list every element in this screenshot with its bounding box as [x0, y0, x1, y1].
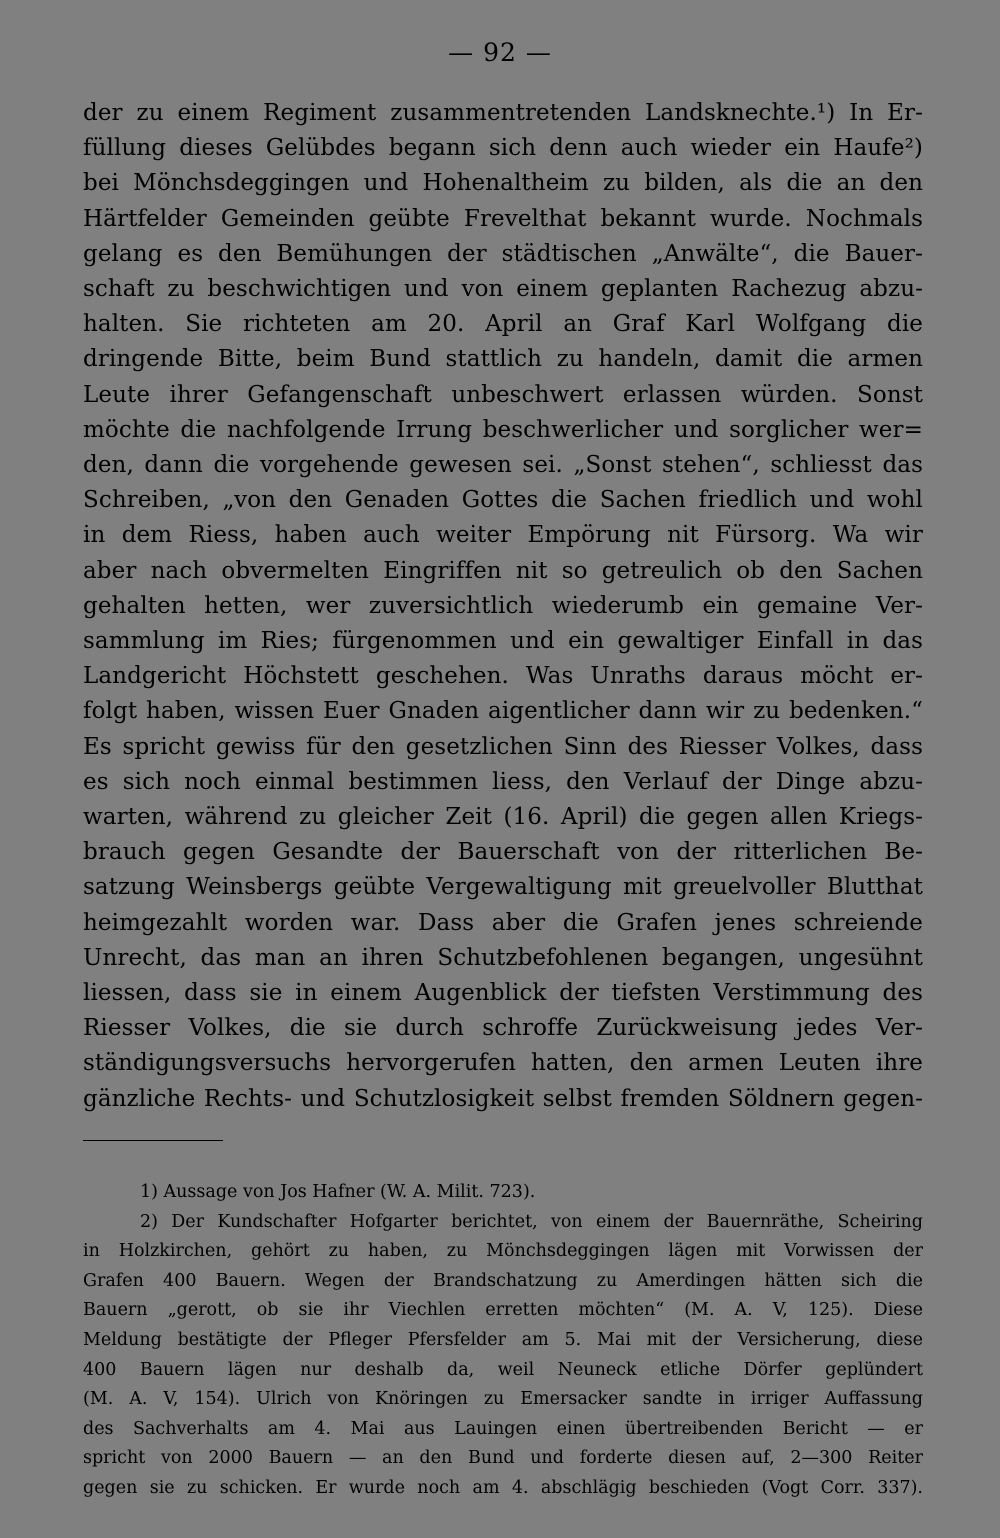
body-line: Härtfelder Gemeinden geübte Frevelthat bekannt wurde. Nochmals [83, 205, 923, 232]
footnote-separator [83, 1140, 223, 1141]
body-line: brauch gegen Gesandte der Bauerschaft von der ritterlichen Be- [83, 839, 923, 866]
body-line: der zu einem Regiment zusammentretenden Landsknechte.¹) In Er- [83, 100, 923, 126]
body-line: den, dann die vorgehende gewesen sei. „Sonst stehen“, schliesst das [83, 452, 923, 479]
body-line: bei Mönchsdeggingen und Hohenaltheim zu bilden, als die an den [83, 170, 923, 197]
body-line: es sich noch einmal bestimmen liess, den Verlauf der Dinge abzu- [83, 768, 923, 795]
footnote-line: Bauern „gerott, ob sie ihr Viechlen erretten möchten“ (M. A. V, 125). Diese [83, 1300, 923, 1321]
body-line: sammlung im Ries; fürgenommen und ein gewaltiger Einfall in das [83, 628, 923, 655]
body-line: möchte die nachfolgende Irrung beschwerlicher und sorglicher wer= [83, 416, 923, 443]
footnotes [83, 1178, 923, 1504]
footnote-line: (M. A. V, 154). Ulrich von Knöringen zu Emersacker sandte in irriger Auffassung [83, 1389, 923, 1410]
body-line: satzung Weinsbergs geübte Vergewaltigung mit greuelvoller Blutthat [83, 874, 923, 901]
body-line: halten. Sie richteten am 20. April an Graf Karl Wolfgang die [83, 311, 923, 338]
body-line: ständigungsversuchs hervorgerufen hatten, den armen Leuten ihre [83, 1050, 923, 1077]
body-line: heimgezahlt worden war. Dass aber die Grafen jenes schreiende [83, 909, 923, 936]
body-text [83, 96, 923, 1117]
body-line: gelang es den Bemühungen der städtischen „Anwälte“, die Bauer- [83, 240, 923, 267]
body-line: folgt haben, wissen Euer Gnaden aigentlicher dann wir zu bedenken.“ [83, 698, 923, 725]
body-line: Es spricht gewiss für den gesetzlichen Sinn des Riesser Volkes, dass [83, 733, 923, 760]
body-line: schaft zu beschwichtigen und von einem geplanten Rachezug abzu- [83, 276, 923, 303]
body-line: gehalten hetten, wer zuversichtlich wiederumb ein gemaine Ver- [83, 592, 923, 619]
footnote-line: des Sachverhalts am 4. Mai aus Lauingen einen übertreibenden Bericht — er [83, 1418, 923, 1439]
footnote-line: Grafen 400 Bauern. Wegen der Brandschatzung zu Amerdingen hätten sich die [83, 1270, 923, 1291]
body-line: aber nach obvermelten Eingriffen nit so getreulich ob den Sachen [83, 557, 923, 584]
body-line: gänzliche Rechts- und Schutzlosigkeit selbst fremden Söldnern gegen- [83, 1085, 923, 1112]
body-line: Landgericht Höchstett geschehen. Was Unraths daraus möcht er- [83, 663, 923, 690]
body-line: liessen, dass sie in einem Augenblick der tiefsten Verstimmung des [83, 980, 923, 1007]
body-line: füllung dieses Gelübdes begann sich denn auch wieder ein Haufe²) [83, 135, 923, 162]
page-number: — 92 — [448, 38, 552, 67]
footnote-line: gegen sie zu schicken. Er wurde noch am 4. abschlägig beschieden (Vogt Corr. 337). [83, 1477, 923, 1498]
footnote-line: 1) Aussage von Jos Hafner (W. A. Milit. 723). [140, 1182, 536, 1202]
body-line: Schreiben, „von den Genaden Gottes die Sachen friedlich und wohl [83, 487, 923, 514]
footnote-line: 2) Der Kundschafter Hofgarter berichtet, von einem der Bauernräthe, Scheiring [140, 1211, 923, 1232]
footnote-line: in Holzkirchen, gehört zu haben, zu Mönchsdeggingen lägen mit Vorwissen der [83, 1241, 923, 1262]
footnote-line: Meldung bestätigte der Pfleger Pfersfelder am 5. Mai mit der Versicherung, diese [83, 1329, 923, 1350]
body-line: Unrecht, das man an ihren Schutzbefohlenen begangen, ungesühnt [83, 944, 923, 971]
body-line: warten, während zu gleicher Zeit (16. April) die gegen allen Kriegs- [83, 804, 923, 831]
footnote-line: spricht von 2000 Bauern — an den Bund und forderte diesen auf, 2—300 Reiter [83, 1448, 923, 1469]
body-line: Leute ihrer Gefangenschaft unbeschwert erlassen würden. Sonst [83, 381, 923, 408]
footnote-line: 400 Bauern lägen nur deshalb da, weil Neuneck etliche Dörfer geplündert [83, 1359, 923, 1380]
body-line: in dem Riess, haben auch weiter Empörung nit Fürsorg. Wa wir [83, 522, 923, 549]
body-line: Riesser Volkes, die sie durch schroffe Zurückweisung jedes Ver- [83, 1015, 923, 1042]
body-line: dringende Bitte, beim Bund stattlich zu handeln, damit die armen [83, 346, 923, 373]
